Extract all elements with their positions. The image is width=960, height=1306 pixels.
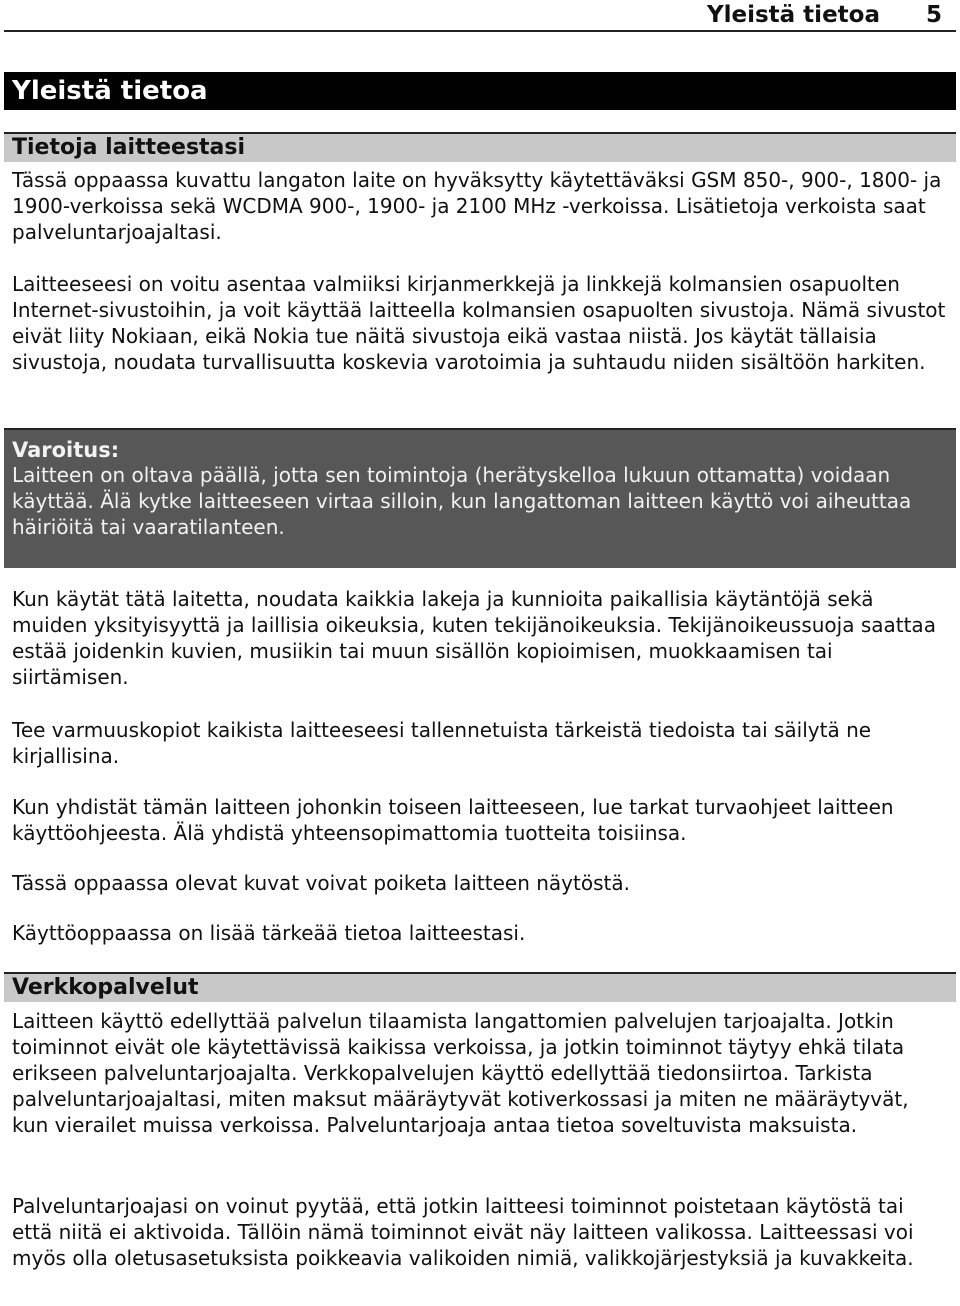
paragraph-disabled-features: Palveluntarjoajasi on voinut pyytää, että jotkin laitteesi toiminnot poistetaan käytöstä tai että niitä ei aktivoida. Tällöin nämä toiminnot eivät näy laitteen valikossa. Laitteessasi voi myös olla oletusasetuksista poikkeavia valikoiden nimiä, valikkojärjestyksiä ja kuvakkeita. xyxy=(12,1194,914,1270)
paragraph-service-subscription: Laitteen käyttö edellyttää palvelun tilaamista langattomien palvelujen tarjoajalta. Jotkin toiminnot eivät ole käytettävissä kaikissa verkoissa, ja jotkin toiminnot täytyy ehkä tilata erikseen palveluntarjoajalta. Verkkopalvelujen käyttö edellyttää tiedonsiirtoa. Tarkista palveluntarjoajaltasi, miten maksut määräytyvät kotiverkossasi ja miten ne määräytyvät, kun vierailet muissa verkoissa. Palveluntarjoaja antaa tietoa soveltuvista maksuista. xyxy=(12,1009,909,1137)
paragraph-guide: Käyttöoppaassa on lisää tärkeää tietoa laitteestasi. xyxy=(12,921,526,945)
page-number: 5 xyxy=(925,2,942,28)
paragraph-images: Tässä oppaassa olevat kuvat voivat poiketa laitteen näytöstä. xyxy=(12,871,630,895)
page-header xyxy=(4,0,956,32)
paragraph-connect: Kun yhdistät tämän laitteen johonkin toiseen laitteeseen, lue tarkat turvaohjeet laitteen käyttöohjeesta. Älä yhdistä yhteensopimattomia tuotteita toisiinsa. xyxy=(12,795,894,845)
running-header-title: Yleistä tietoa xyxy=(706,2,880,28)
warning-text: Laitteen on oltava päällä, jotta sen toimintoja (herätyskelloa lukuun ottamatta) voidaan käyttää. Älä kytke laitteeseen virtaa silloin, kun langattoman laitteen käyttö voi aiheuttaa häiriöitä tai vaaratilanteen. xyxy=(12,463,912,539)
warning-box xyxy=(4,428,956,568)
paragraph-laws: Kun käytät tätä laitetta, noudata kaikkia lakeja ja kunnioita paikallisia käytäntöjä sekä muiden yksityisyyttä ja laillisia oikeuksia, kuten tekijänoikeuksia. Tekijänoikeussuoja saattaa estää joidenkin kuvien, musiikin tai muun sisällön kopioimisen, muokkaamisen tai siirtämisen. xyxy=(12,587,936,689)
warning-label: Varoitus: xyxy=(12,438,120,462)
section-heading-network-services: Verkkopalvelut xyxy=(4,972,956,1002)
paragraph-networks: Tässä oppaassa kuvattu langaton laite on hyväksytty käytettäväksi GSM 850-, 900-, 1800- ja 1900-verkoissa sekä WCDMA 900-, 1900- ja 2100 MHz -verkoissa. Lisätietoja verkoista saat palveluntarjoajaltasi. xyxy=(12,168,942,244)
section-heading-device: Tietoja laitteestasi xyxy=(4,132,956,162)
paragraph-bookmarks: Laitteeseesi on voitu asentaa valmiiksi kirjanmerkkejä ja linkkejä kolmansien osapuolten Internet-sivustoihin, ja voit käyttää laitteella kolmansien osapuolten sivustoja. Nämä sivustot eivät liity Nokiaan, eikä Nokia tue näitä sivustoja eikä vastaa niistä. Jos käytät tällaisia sivustoja, noudata turvallisuutta koskevia varotoimia ja suhtaudu niiden sisältöön harkiten. xyxy=(12,272,946,374)
chapter-title: Yleistä tietoa xyxy=(4,72,956,110)
paragraph-backup: Tee varmuuskopiot kaikista laitteeseesi tallennetuista tärkeistä tiedoista tai säilytä ne kirjallisina. xyxy=(12,718,872,768)
